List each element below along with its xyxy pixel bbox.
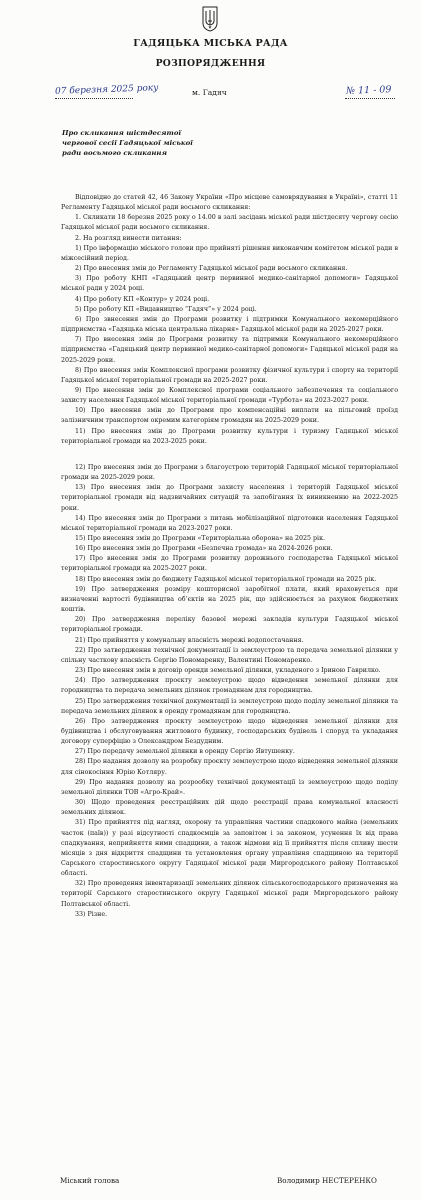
- agenda-item: 25) Про затвердження технічної документації із землеустрою щодо поділу земельної ділянки та передача земельних ділянок в оренду громадянам для городництва.: [61, 697, 398, 715]
- agenda-item: 8) Про внесення змін Комплексної програми розвитку фізичної культури і спорту на території Гадяцької міської територіальної громади на 2025-2027 роки.: [61, 366, 398, 384]
- subject-line: чергової сесії Гадяцької міської: [62, 139, 193, 147]
- agenda-item: 23) Про внесення змін в договір оренди земельної ділянки, укладеного з Іриною Гаврилко.: [75, 667, 381, 675]
- subject-block: [62, 128, 212, 158]
- body-paragraph: 1. Скликати 18 березня 2025 року о 14.00 в залі засідань міської ради шістдесяту чергову сесію Гадяцької міської ради восьмого скликання.: [61, 214, 398, 232]
- agenda-item: 12) Про внесення змін до Програми з благоустрою територій Гадяцької міської територіальної громади на 2025-2029 роки.: [61, 463, 398, 482]
- agenda-item: 13) Про внесення змін до Програми захисту населення і територій Гадяцької міської територіальної громади від надзвичайних ситуацій та запобігання їх виникненню на 2022-2025 роки.: [61, 484, 398, 512]
- agenda-item: 3) Про роботу КНП «Гадяцький центр первинної медико-санітарної допомоги» Гадяцької міської ради у 2024 році.: [61, 275, 398, 293]
- agenda-item: 5) Про роботу КП «Видавництво “Гадяч”» у 2024 році.: [75, 305, 257, 313]
- preamble-paragraph: Відповідно до статей 42, 46 Закону України «Про місцеве самоврядування в Україні», статті 11 Регламенту Гадяцької міської ради восьмого скликання:: [61, 194, 398, 212]
- council-name: ГАДЯЦЬКА МІСЬКА РАДА: [133, 38, 288, 49]
- document-body: [61, 193, 398, 920]
- agenda-item: 28) Про надання дозволу на розробку проєкту землеустрою щодо відведення земельної ділянки для сінокосіння Юрію Котляру.: [61, 758, 398, 776]
- body-paragraph: 2. На розгляд винести питання:: [75, 234, 182, 242]
- agenda-item: 31) Про прийняття під нагляд, охорону та управління частини спадкового майна (земельних часток (паїв)) у разі відсутності спадкоємців за заповітом і за законом, усунення їх від права спадкування, неприйняття ними спадщини, а також відмови від її прийняття після спливу шести місяців з дня відкриття спадщини та установлення органу управління спадщиною на території Сарського старостинського округу Гадяцької міської ради Миргородського району Полтавської області.: [61, 819, 398, 878]
- signature-position: Міський голова: [60, 1176, 120, 1185]
- agenda-item: 32) Про проведення інвентаризації земельних ділянок сільськогосподарського призначення на території Сарського старостинського округу Гадяцької міської ради Миргородського району Полтавської області.: [61, 880, 398, 908]
- date-underline: [55, 98, 133, 99]
- agenda-item: 22) Про затвердження технічної документації із землеустрою та передача земельної ділянки у спільну часткову власність Сергію Пономаренку, Валентині Пономаренко.: [61, 646, 398, 664]
- document-type: РОЗПОРЯДЖЕННЯ: [155, 58, 266, 69]
- agenda-item: 9) Про внесення змін до Комплексної програми соціального забезпечення та соціального захисту населення Гадяцької міської територіальної громади «Турбота» на 2023-2027 роки.: [61, 386, 398, 405]
- date-handwritten: 07 березня 2025 року: [54, 83, 159, 97]
- number-underline: [345, 98, 395, 99]
- agenda-item: 16) Про внесення змін до Програми «Безпечна громада» на 2024-2026 роки.: [75, 545, 333, 553]
- signature-name: Володимир НЕСТЕРЕНКО: [277, 1176, 377, 1185]
- agenda-item: 17) Про внесення змін до Програми розвитку дорожнього господарства Гадяцької міської територіальної громади на 2025-2027 роки.: [61, 555, 398, 573]
- agenda-item: 1) Про інформацію міського голови про прийняті рішення виконавчим комітетом міської ради в міжсесійний період.: [61, 244, 398, 262]
- agenda-item: 14) Про внесення змін до Програми з питань мобілізаційної підготовки населення Гадяцької міської територіальної громади на 2023-2027 роки.: [61, 514, 398, 532]
- agenda-item: 21) Про прийняття у комунальну власність мережі водопостачання.: [75, 636, 304, 644]
- trident-emblem-icon: [201, 6, 219, 32]
- agenda-item: 27) Про передачу земельної ділянки в оренду Сергію Явтушенку.: [75, 748, 295, 756]
- agenda-item: 29) Про надання дозволу на розрообку технічної документації із землеустрою щодо поділу земельної ділянки ТОВ «Агро-Край».: [61, 778, 398, 796]
- agenda-item: 2) Про внесення змін до Регламенту Гадяцької міської ради восьмого скликання.: [75, 265, 348, 273]
- subject-line: ради восьмого скликання: [62, 149, 167, 157]
- agenda-item: 11) Про внесення змін до Програми розвитку культури і туризму Гадяцької міської територіальної громади на 2023-2025 роки.: [61, 427, 398, 445]
- number-handwritten: № 11 - 09: [345, 84, 392, 97]
- agenda-item: 20) Про затвердження переліку базової мережі закладів культури Гадяцької міської територіальної громади.: [61, 616, 398, 634]
- subject-line: Про скликання шістдесятої: [62, 129, 182, 137]
- agenda-item: 26) Про затвердження проєкту землеустрою щодо відведення земельної ділянки для будівництва і обслуговування житлового будинку, господарських будівель і споруд та укладання договору суперфіцію з Олександром Бездудним.: [61, 717, 398, 746]
- city-name: м. Гадяч: [192, 88, 227, 97]
- agenda-item: 6) Про звнесення змін до Програми розвитку і підтримки Комунального некомерційного підприємства «Гадяцька міська центральна лікарня» Гадяцької міської ради на 2025-2027 роки.: [61, 315, 398, 334]
- agenda-item: 15) Про внесення змін до Програми «Територіальна оборона» на 2025 рік.: [75, 535, 326, 542]
- agenda-item: 30) Щодо проведення реєстраційних дій щодо реєстрації права комунальної власності земельних ділянок.: [61, 799, 398, 817]
- agenda-item: 24) Про затвердження проєкту землеустрою щодо відведення земельної ділянки для городництва та передача земельних ділянок громадянам для городництва.: [61, 677, 398, 695]
- agenda-item: 18) Про внесення змін до бюджету Гадяцької міської територіальної громади на 2025 рік.: [75, 575, 377, 583]
- agenda-item: 33) Різне.: [75, 910, 108, 918]
- agenda-item: 7) Про внесення змін до Програми розвитку та підтримки Комунального некомерційного підприємства «Гадяцький центр первинної медико-санітарної допомоги» Гадяцької міської ради на 2025-2029 роки.: [61, 336, 398, 364]
- agenda-item: 10) Про внесення змін до Програми про компенсаційні виплати на пільговий проїзд залізничним транспортом окремим категоріям громадян на 2025-2029 роки.: [61, 407, 398, 425]
- agenda-item: 19) Про затвердження розміру кошторисної заробітної плати, який враховується при визначенні вартості будівництва об’єктів на 2025 рік, що здійснюється за рахунок бюджетних коштів.: [61, 585, 398, 614]
- agenda-item: 4) Про роботу КП «Контур» у 2024 році.: [75, 295, 210, 303]
